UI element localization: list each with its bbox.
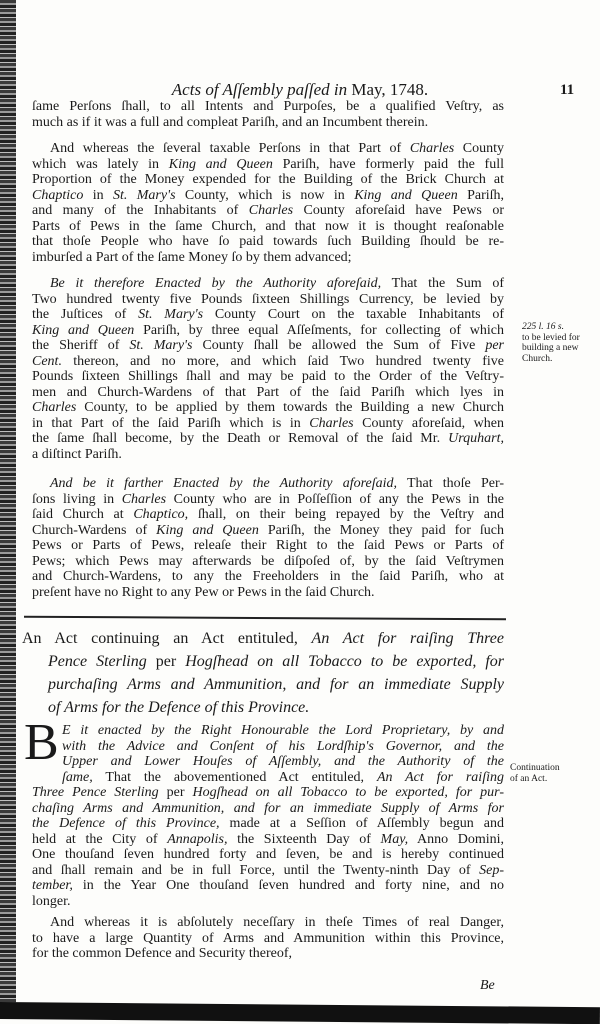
italic-text: An Act for raiſing Three — [311, 630, 505, 647]
roman-text: the ſame ſhall become, by the Death or Removal of the ſaid Mr. — [32, 431, 449, 446]
italic-text: chaſing Arms and Ammunition, and for an immediate Supply of Arms for — [32, 800, 504, 816]
roman-text: that thoſe People who have ſo paid towards ſuch Building ſhould be re- — [32, 234, 504, 249]
text-line — [32, 115, 504, 131]
roman-text: Pariſh, — [457, 187, 505, 203]
roman-text: Pariſh, have formerly paid the full — [272, 156, 504, 172]
italic-text: tember, — [32, 878, 73, 893]
text-line — [32, 307, 504, 323]
text-line — [32, 416, 504, 432]
roman-text: held at the City of — [32, 831, 168, 847]
roman-text: much as if it was a full and compleat Pariſh, and an Incumbent therein. — [32, 114, 429, 130]
roman-text: per — [146, 653, 186, 670]
roman-text: men and Church-Wardens of that Part of the ſaid Pariſh which lyes in — [32, 384, 504, 400]
text-line — [32, 863, 504, 879]
italic-text: per — [485, 338, 504, 353]
text-line — [22, 696, 504, 719]
text-line — [22, 673, 504, 696]
margin-note-line: to be levied for — [522, 332, 580, 343]
roman-text: That the abovementioned Act entituled, — [92, 769, 377, 785]
roman-text: County, to be applied by them towards the Building a new Church — [76, 400, 504, 415]
text-line — [32, 894, 504, 910]
roman-text: One thouſand ſeven hundred forty and ſeven, be and is hereby continued — [32, 847, 504, 862]
roman-text: That the Sum of — [381, 276, 504, 291]
text-line — [32, 476, 504, 492]
roman-text: County Court on the taxable Inhabitants of — [203, 307, 505, 322]
italic-text: E it enacted by the Right Honourable the Lord Proprietary, by and — [62, 723, 504, 738]
text-line — [32, 338, 504, 354]
roman-text: County aforeſaid have Pews or — [293, 203, 505, 218]
italic-text: An Act for raiſing — [376, 769, 504, 785]
roman-text: the Juſtices of — [32, 307, 139, 322]
roman-text: Pariſh, the Money they paid for ſuch — [258, 522, 505, 538]
roman-text: And whereas it is abſolutely neceſſary in theſe Times of real Danger, — [50, 915, 504, 930]
text-line — [32, 569, 504, 585]
margin-note-continuation — [510, 763, 560, 784]
italic-text: of Arms for the Defence of this Province. — [48, 699, 310, 716]
text-line — [32, 832, 504, 848]
italic-text: Urquhart, — [448, 431, 504, 446]
roman-text: per — [158, 785, 193, 800]
text-line — [32, 801, 504, 817]
roman-text: and ſhall remain and be in full Force, until the Twenty-ninth Day of — [32, 862, 480, 878]
text-line — [22, 627, 504, 650]
italic-text: Hogſhead on all Tobacco to be exported, for pur- — [192, 785, 504, 800]
roman-text: made at a Seſſion of Aſſembly begun and — [219, 816, 504, 831]
italic-text: Annapolis, — [167, 831, 228, 847]
text-line — [32, 915, 504, 931]
roman-text: Parts of Pews in the ſame Church, and that now it is thought reaſonable — [32, 218, 504, 234]
roman-text: That thoſe Per- — [397, 476, 504, 491]
text-line — [32, 400, 504, 416]
text-line — [32, 250, 504, 266]
text-line — [32, 785, 504, 801]
margin-note-line: Church. — [522, 353, 553, 364]
italic-text: St. Mary's — [138, 307, 204, 322]
roman-text: ſhall, on their being repayed by the Veſtry and — [188, 507, 504, 522]
roman-text: Two hundred twenty five Pounds ſixteen Shillings Currency, be levied by — [32, 291, 504, 307]
roman-text: to have a large Quantity of Arms and Ammunition within this Province, — [32, 930, 504, 946]
paragraph-vestry-continuation — [32, 99, 504, 130]
running-header — [0, 80, 600, 100]
section-divider — [24, 616, 506, 621]
text-line — [32, 276, 504, 292]
margin-note-line: 225 l. 16 s. — [522, 322, 564, 332]
roman-text: Anno Domini, — [408, 831, 504, 847]
roman-text: County, which is now in — [175, 187, 355, 203]
text-line — [32, 234, 504, 250]
text-line — [32, 354, 504, 370]
roman-text: Pews; which Pews may afterwards be diſpoſed of, by the ſaid Veſtrymen — [32, 553, 504, 569]
roman-text: and Church-Wardens, to any the Freeholders in the ſaid Pariſh, who at — [32, 569, 504, 584]
paragraph-levy-enactment — [32, 276, 504, 462]
text-line — [32, 219, 504, 235]
roman-text: Church-Wardens of — [32, 522, 157, 538]
roman-text: Proportion of the Money expended for the Building of the Brick Church at — [32, 172, 504, 187]
roman-text: the Sheriff of — [32, 338, 130, 353]
text-line — [32, 447, 504, 463]
roman-text: in the Year One thouſand ſeven hundred and forty nine, and no — [72, 878, 504, 893]
italic-text: Chaptico — [32, 187, 84, 203]
italic-text: Charles — [248, 203, 294, 218]
margin-note-line: Continuation — [510, 763, 560, 773]
italic-text: Hogſhead on all Tobacco to be exported, for — [185, 653, 504, 670]
italic-text: May, — [380, 831, 409, 847]
roman-text: County who are in Poſſeſſion of any the Pews in the — [166, 491, 505, 507]
roman-text: County — [454, 141, 504, 156]
margin-note-levy — [522, 322, 580, 364]
act-title — [22, 627, 504, 719]
text-line — [32, 431, 504, 447]
roman-text: and many of the Inhabitants of — [32, 203, 249, 218]
roman-text: imburſed a Part of the ſame Money ſo by them advanced; — [32, 249, 352, 265]
text-line — [32, 770, 504, 786]
italic-text: Pence Sterling — [48, 653, 147, 670]
italic-text: St. Mary's — [113, 187, 176, 203]
roman-text: ſaid Church at — [32, 507, 134, 522]
paragraph-pews-enactment — [32, 476, 504, 600]
roman-text: ſame Perſons ſhall, to all Intents and Purpoſes, be a qualified Veſtry, as — [32, 99, 504, 114]
text-line — [32, 847, 504, 863]
roman-text: thereon, and no more, and which ſaid Two hundred twenty five — [61, 353, 504, 369]
text-line — [32, 157, 504, 173]
text-line — [32, 816, 504, 832]
text-line — [32, 172, 504, 188]
roman-text: which was lately in — [32, 156, 169, 172]
roman-text: Pariſh, by three equal Aſſeſments, for collecting of which — [134, 322, 504, 338]
text-line — [32, 523, 504, 539]
margin-note-line: of an Act. — [510, 773, 548, 784]
roman-text: for the common Defence and Security thereof, — [32, 946, 293, 961]
scan-left-edge — [0, 0, 16, 1019]
drop-cap: B — [24, 714, 59, 771]
italic-text: Charles — [121, 491, 167, 507]
text-line — [32, 203, 504, 219]
text-line — [32, 878, 504, 894]
text-line — [32, 507, 504, 523]
roman-text: County ſhall be allowed the Sum of Five — [192, 338, 486, 353]
italic-text: Be it therefore Enacted by the Authority aforeſaid, — [50, 276, 382, 291]
page-number: 11 — [560, 82, 575, 98]
italic-text: Upper and Lower Houſes of Aſſembly, and the Authority of the — [62, 754, 504, 769]
paragraph-whereas-arms — [32, 915, 504, 962]
italic-text: Cent. — [32, 353, 62, 369]
roman-text: the Sixteenth Day of — [227, 831, 381, 847]
text-line — [32, 385, 504, 401]
italic-text: purchaſing Arms and Ammunition, and for an immediate Supply — [48, 676, 504, 693]
catchword: Be — [480, 978, 495, 993]
scan-bottom-edge — [0, 1002, 600, 1024]
italic-text: Three Pence Sterling — [32, 785, 159, 800]
italic-text: Charles — [32, 400, 77, 415]
text-line — [32, 99, 504, 115]
roman-text: in — [83, 187, 113, 203]
roman-text: longer. — [32, 893, 71, 909]
italic-text: And be it farther Enacted by the Authority aforeſaid, — [50, 476, 398, 491]
text-line — [32, 538, 504, 554]
text-line — [32, 188, 504, 204]
margin-note-line: building a new — [522, 343, 579, 353]
italic-text: King and Queen — [354, 187, 458, 203]
running-header-date: May, 1748. — [347, 80, 429, 99]
paragraph-continuation-enactment — [32, 723, 504, 909]
text-line — [32, 585, 504, 601]
italic-text: ſame, — [62, 769, 93, 785]
roman-text: An Act continuing an Act entituled, — [22, 630, 312, 647]
roman-text: ſons living in — [32, 491, 122, 507]
text-line — [32, 946, 504, 962]
roman-text: And whereas the ſeveral taxable Perſons in that Part of — [50, 141, 410, 156]
roman-text: Pounds ſixteen Shillings ſhall and may be paid to the Order of the Veſtry- — [32, 369, 504, 384]
text-line — [32, 554, 504, 570]
text-line — [32, 492, 504, 508]
italic-text: Chaptico, — [133, 507, 189, 522]
italic-text: St. Mary's — [129, 338, 193, 353]
roman-text: a diſtinct Pariſh. — [32, 446, 122, 462]
text-line — [22, 650, 504, 673]
running-header-title: Acts of Aſſembly paſſed in — [171, 80, 348, 99]
text-line — [32, 931, 504, 947]
italic-text: King and Queen — [168, 156, 273, 172]
text-line — [32, 323, 504, 339]
paragraph-whereas-taxable-persons — [32, 141, 504, 265]
text-line — [32, 369, 504, 385]
roman-text: preſent have no Right to any Pew or Pews in the ſaid Church. — [32, 584, 375, 600]
italic-text: King and Queen — [156, 522, 259, 538]
italic-text: King and Queen — [32, 322, 135, 338]
text-line — [32, 292, 504, 308]
italic-text: Sep- — [479, 862, 504, 878]
text-line — [32, 723, 504, 739]
italic-text: Charles — [309, 415, 354, 431]
text-line — [32, 141, 504, 157]
roman-text: County aforeſaid, when — [353, 415, 505, 431]
text-line — [32, 754, 504, 770]
text-line — [32, 739, 504, 755]
italic-text: Charles — [409, 141, 455, 156]
italic-text: the Defence of this Province, — [32, 816, 220, 831]
italic-text: with the Advice and Conſent of his Lordſhip's Governor, and the — [62, 738, 504, 754]
roman-text: in that Part of the ſaid Pariſh which is in — [32, 415, 310, 431]
roman-text: Pews or Parts of Pews, releaſe their Right to the ſaid Pews or Parts of — [32, 538, 504, 553]
